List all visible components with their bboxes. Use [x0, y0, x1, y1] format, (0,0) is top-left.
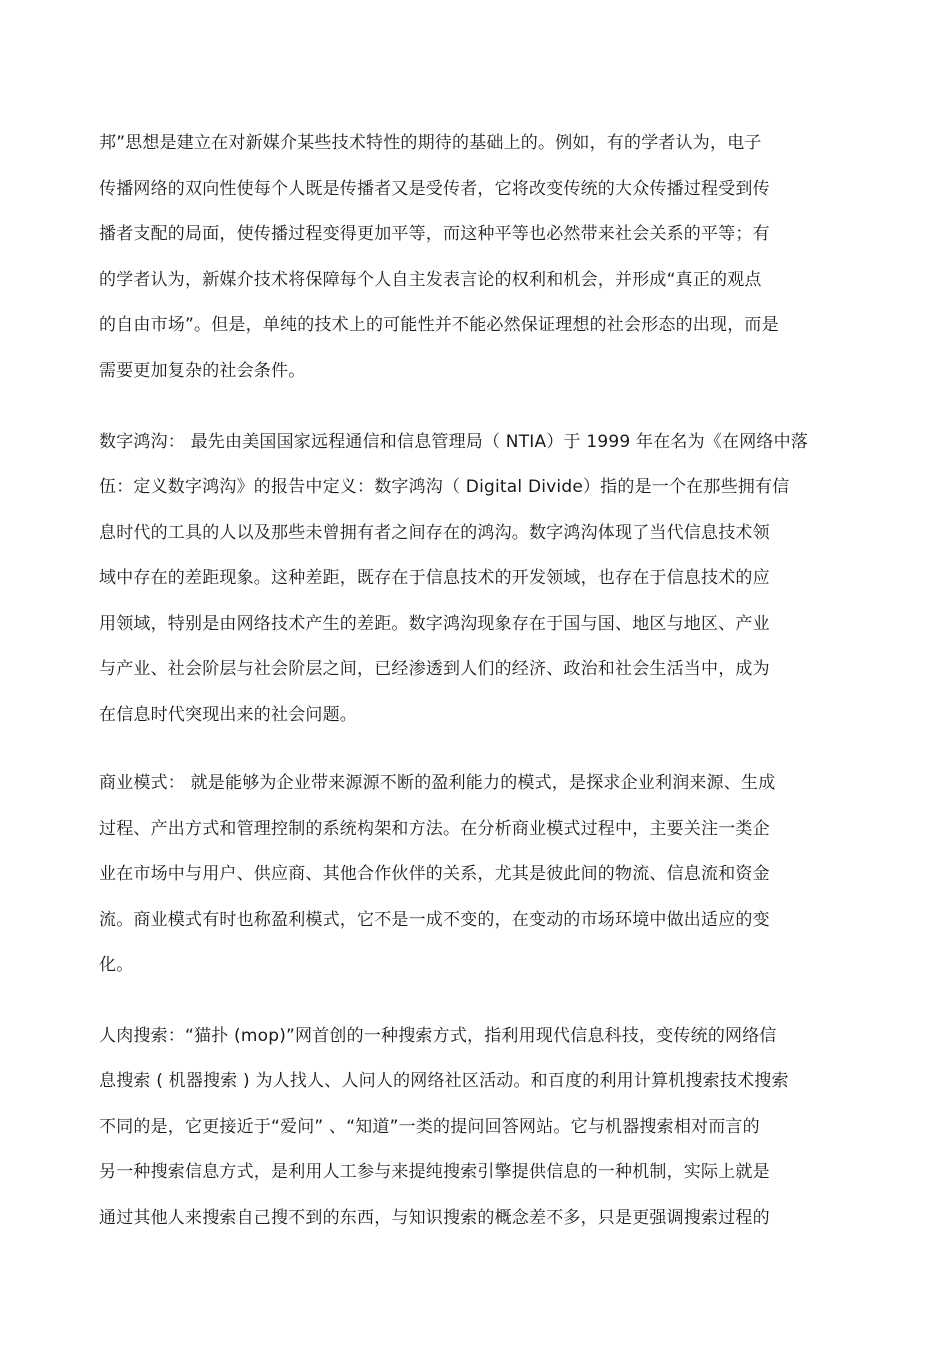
text-line: 不同的是，它更接近于“爱问” 、“知道”一类的提问回答网站。它与机器搜索相对而言的 [99, 1117, 760, 1137]
text-line: 业在市场中与用户、供应商、其他合作伙伴的关系，尤其是彼此间的物流、信息流和资金 [99, 864, 770, 884]
text-line: 数字鸿沟： 最先由美国国家远程通信和信息管理局（ NTIA）于 1999 年在名为《在网络中落 [99, 432, 809, 452]
text-line: 商业模式： 就是能够为企业带来源源不断的盈利能力的模式，是探求企业利润来源、生成 [99, 773, 776, 793]
text-line: 息搜索 ( 机器搜索 ) 为人找人、人问人的网络社区活动。和百度的利用计算机搜索技术搜索 [99, 1071, 789, 1091]
text-line: 伍：定义数字鸿沟》的报告中定义：数字鸿沟（ Digital Divide）指的是一个在那些拥有信 [99, 477, 790, 497]
text-line: 化。 [99, 955, 134, 975]
text-line: 与产业、社会阶层与社会阶层之间，已经渗透到人们的经济、政治和社会生活当中，成为 [99, 659, 770, 679]
text-line: 过程、产出方式和管理控制的系统构架和方法。在分析商业模式过程中，主要关注一类企 [99, 819, 770, 839]
text-line: 传播网络的双向性使每个人既是传播者又是受传者，它将改变传统的大众传播过程受到传 [99, 179, 770, 199]
text-line: 的自由市场”。但是，单纯的技术上的可能性并不能必然保证理想的社会形态的出现，而是 [99, 315, 779, 335]
text-line: 流。商业模式有时也称盈利模式，它不是一成不变的，在变动的市场环境中做出适应的变 [99, 910, 770, 930]
text-line: 另一种搜索信息方式，是利用人工参与来提纯搜索引擎提供信息的一种机制，实际上就是 [99, 1162, 770, 1182]
text-line: 通过其他人来搜索自己搜不到的东西，与知识搜索的概念差不多，只是更强调搜索过程的 [99, 1208, 770, 1228]
text-line: 邦”思想是建立在对新媒介某些技术特性的期待的基础上的。例如，有的学者认为，电子 [99, 133, 762, 153]
text-line: 在信息时代突现出来的社会问题。 [99, 705, 357, 725]
text-line: 播者支配的局面，使传播过程变得更加平等，而这种平等也必然带来社会关系的平等；有 [99, 224, 770, 244]
text-line: 域中存在的差距现象。这种差距，既存在于信息技术的开发领域，也存在于信息技术的应 [99, 568, 770, 588]
text-line: 人肉搜索：“猫扑 (mop)”网首创的一种搜索方式，指利用现代信息科技，变传统的网络信 [99, 1026, 777, 1046]
text-line: 用领域，特别是由网络技术产生的差距。数字鸿沟现象存在于国与国、地区与地区、产业 [99, 614, 770, 634]
text-line: 的学者认为，新媒介技术将保障每个人自主发表言论的权利和机会，并形成“真正的观点 [99, 270, 762, 290]
text-line: 息时代的工具的人以及那些未曾拥有者之间存在的鸿沟。数字鸿沟体现了当代信息技术领 [99, 523, 770, 543]
text-line: 需要更加复杂的社会条件。 [99, 361, 306, 381]
